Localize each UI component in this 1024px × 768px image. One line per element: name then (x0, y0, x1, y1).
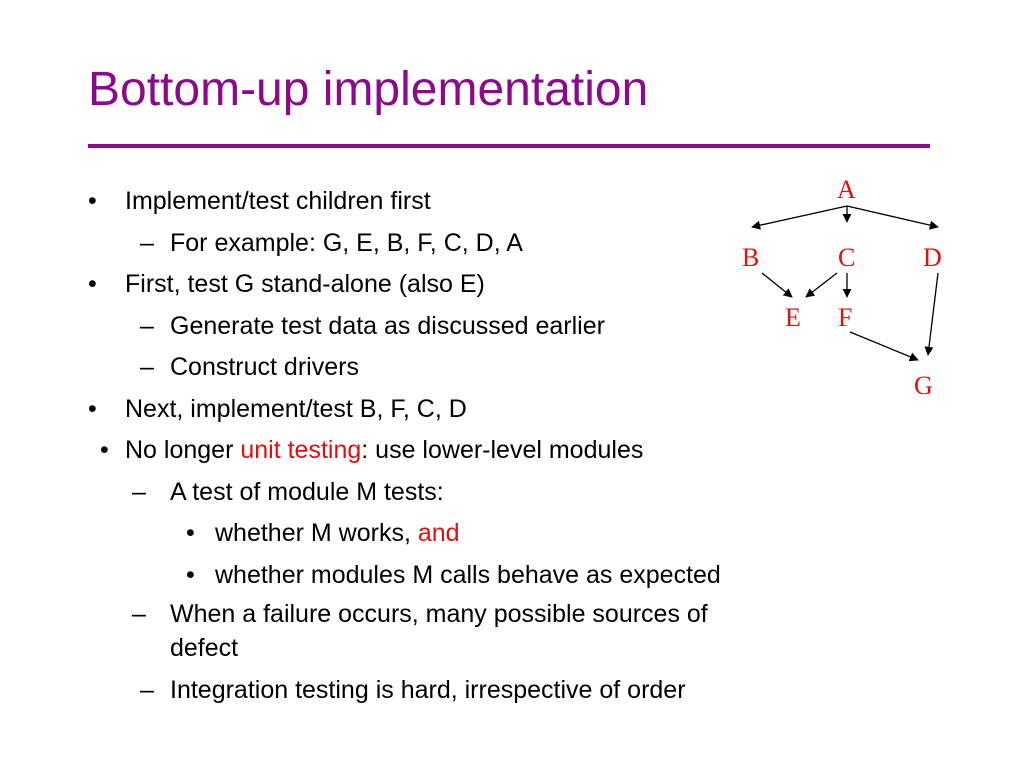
bullet-next-implement: Next, implement/test B, F, C, D (125, 395, 467, 423)
text-segment: whether M works, (215, 519, 418, 547)
bullet-marker: • (100, 436, 109, 464)
node-e: E (785, 303, 801, 332)
module-dependency-diagram (700, 160, 980, 410)
bullet-marker: • (88, 187, 97, 215)
edge-a-d (847, 206, 938, 227)
edge-a-b (752, 206, 847, 227)
subbullet-construct-drivers: Construct drivers (170, 353, 359, 381)
bullet-marker: • (88, 270, 97, 298)
bullet-no-longer-unit-testing (125, 435, 643, 465)
edge-b-e (762, 273, 792, 297)
dash-marker: – (132, 600, 146, 628)
node-b: B (742, 243, 760, 272)
text-segment: No longer (125, 436, 241, 464)
highlight-and: and (417, 519, 460, 547)
title-underline (88, 144, 930, 148)
node-a: A (837, 175, 856, 204)
subbullet-generate-data: Generate test data as discussed earlier (170, 312, 605, 340)
node-d: D (923, 243, 942, 272)
dash-marker: – (140, 229, 154, 257)
subsubbullet-modules-behave: whether modules M calls behave as expected (215, 561, 721, 589)
text-segment: : use lower-level modules (361, 436, 644, 464)
dash-marker: – (132, 478, 146, 506)
bullet-marker: • (186, 519, 195, 547)
bullet-marker: • (186, 561, 195, 589)
subbullet-failure-sources: When a failure occurs, many possible sources of (170, 600, 708, 628)
dash-marker: – (140, 676, 154, 704)
slide-title: Bottom-up implementation (88, 63, 649, 116)
edge-f-g (850, 332, 918, 360)
dash-marker: – (140, 312, 154, 340)
subbullet-failure-sources-cont: defect (170, 634, 239, 662)
subbullet-test-of-module: A test of module M tests: (170, 478, 444, 506)
bullet-test-g: First, test G stand-alone (also E) (125, 270, 485, 298)
subbullet-integration-hard: Integration testing is hard, irrespective of order (170, 676, 686, 704)
dash-marker: – (140, 353, 154, 381)
node-c: C (838, 243, 856, 272)
bullet-marker: • (88, 395, 97, 423)
subbullet-example-order: For example: G, E, B, F, C, D, A (170, 229, 523, 257)
subsubbullet-m-works (215, 518, 460, 548)
bullet-implement-children: Implement/test children first (125, 187, 431, 215)
node-f: F (838, 303, 853, 332)
edge-c-e (806, 273, 837, 297)
edge-d-g (928, 273, 938, 355)
highlight-unit-testing: unit testing (240, 436, 362, 464)
node-g: G (914, 371, 933, 400)
